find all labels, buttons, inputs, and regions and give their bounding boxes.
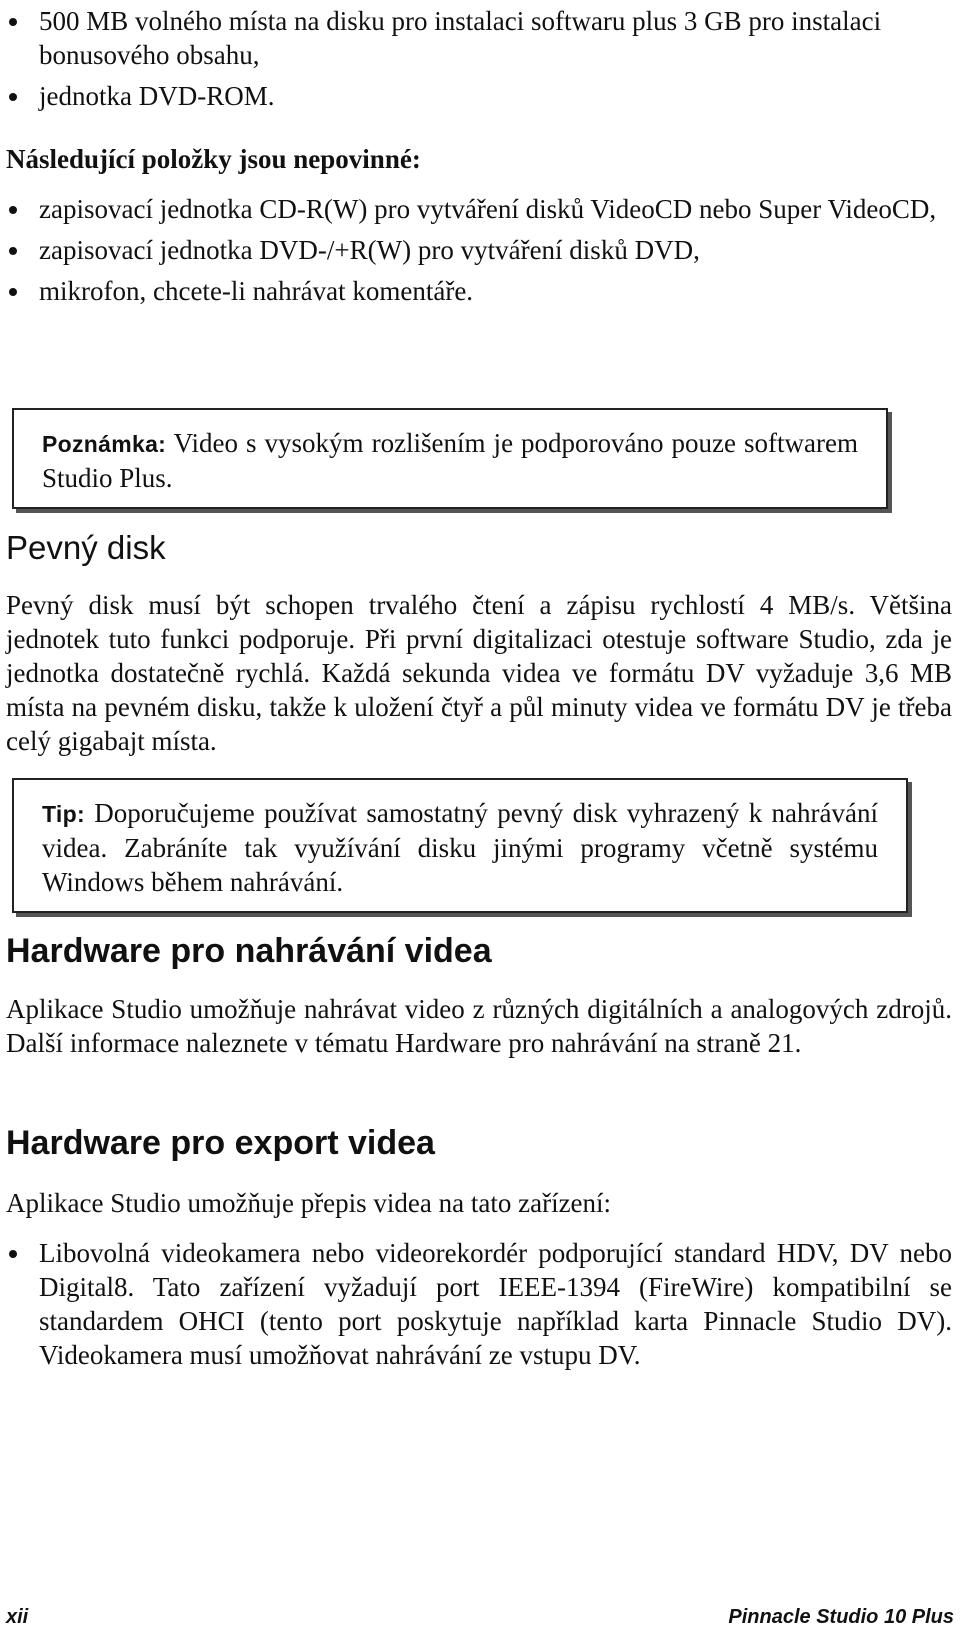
list-item-text: zapisovací jednotka CD-R(W) pro vytváření disků VideoCD nebo Super VideoCD,: [39, 194, 937, 224]
section-title-capture: Hardware pro nahrávání videa: [6, 932, 492, 970]
list-item: [6, 233, 952, 267]
list-item-text: jednotka DVD-ROM.: [39, 81, 275, 111]
list-item-text: Libovolná videokamera nebo videorekordér podporující standard HDV, DV nebo Digital8. Tato zařízení vyžadují port IEEE-1394 (FireWire) kompatibilní se standardem OHCI (tento port poskytuje například karta Pinnacle Studio DV). Videokamera musí umožňovat nahrávání ze vstupu DV.: [39, 1238, 952, 1370]
hard-disk-text-b: Při první digitalizaci otestuje software Studio, zda je jednotka dostatečně rychlá. Každá sekunda videa ve formátu DV vyžaduje 3,6 MB místa na pevném disku, takže k uložení čtyř a půl minuty videa ve formátu DV je třeba celý gigabajt místa.: [6, 624, 953, 756]
note-box: [12, 408, 888, 509]
optional-list: [6, 192, 952, 315]
list-item: [6, 1236, 952, 1372]
list-item: [6, 192, 952, 226]
note-text: Video s vysokým rozlišením je podporováno pouze softwarem Studio Plus.: [42, 428, 858, 493]
export-intro: Aplikace Studio umožňuje přepis videa na tato zařízení:: [6, 1188, 612, 1218]
list-item-text: mikrofon, chcete-li nahrávat komentáře.: [39, 276, 474, 306]
list-item: [6, 79, 952, 113]
tip-label: Tip:: [42, 801, 85, 827]
page-footer: [0, 1600, 960, 1636]
list-item-text: zapisovací jednotka DVD-/+R(W) pro vytváření disků DVD,: [39, 235, 700, 265]
hard-disk-paragraph: [6, 588, 952, 758]
requirements-list: [6, 4, 952, 120]
list-item: [6, 4, 952, 72]
section-title-export: Hardware pro export videa: [6, 1124, 435, 1162]
page-number: xii: [6, 1606, 29, 1628]
product-name: Pinnacle Studio 10 Plus: [728, 1606, 954, 1628]
tip-box: [12, 778, 908, 913]
section-title-hard-disk: Pevný disk: [6, 529, 166, 566]
hard-disk-text-a: Pevný disk musí být schopen trvalého čtení a zápisu rychlostí 4 MB/s. Většina jednotek tuto funkci podporuje.: [6, 590, 952, 654]
export-list: [6, 1236, 952, 1379]
list-item-text: 500 MB volného místa na disku pro instalaci softwaru plus 3 GB pro instalaci bonusového obsahu,: [39, 6, 882, 70]
optional-heading: Následující položky jsou nepovinné:: [6, 144, 421, 174]
note-label: Poznámka:: [42, 431, 167, 457]
capture-paragraph: Aplikace Studio umožňuje nahrávat video z různých digitálních a analogových zdrojů. Další informace naleznete v tématu Hardware pro nahrávání na straně 21.: [6, 994, 952, 1058]
tip-text: Doporučujeme používat samostatný pevný disk vyhrazený k nahrávání videa. Zabráníte tak využívání disku jinými programy včetně systému Windows během nahrávání.: [42, 798, 878, 897]
list-item: [6, 274, 952, 308]
